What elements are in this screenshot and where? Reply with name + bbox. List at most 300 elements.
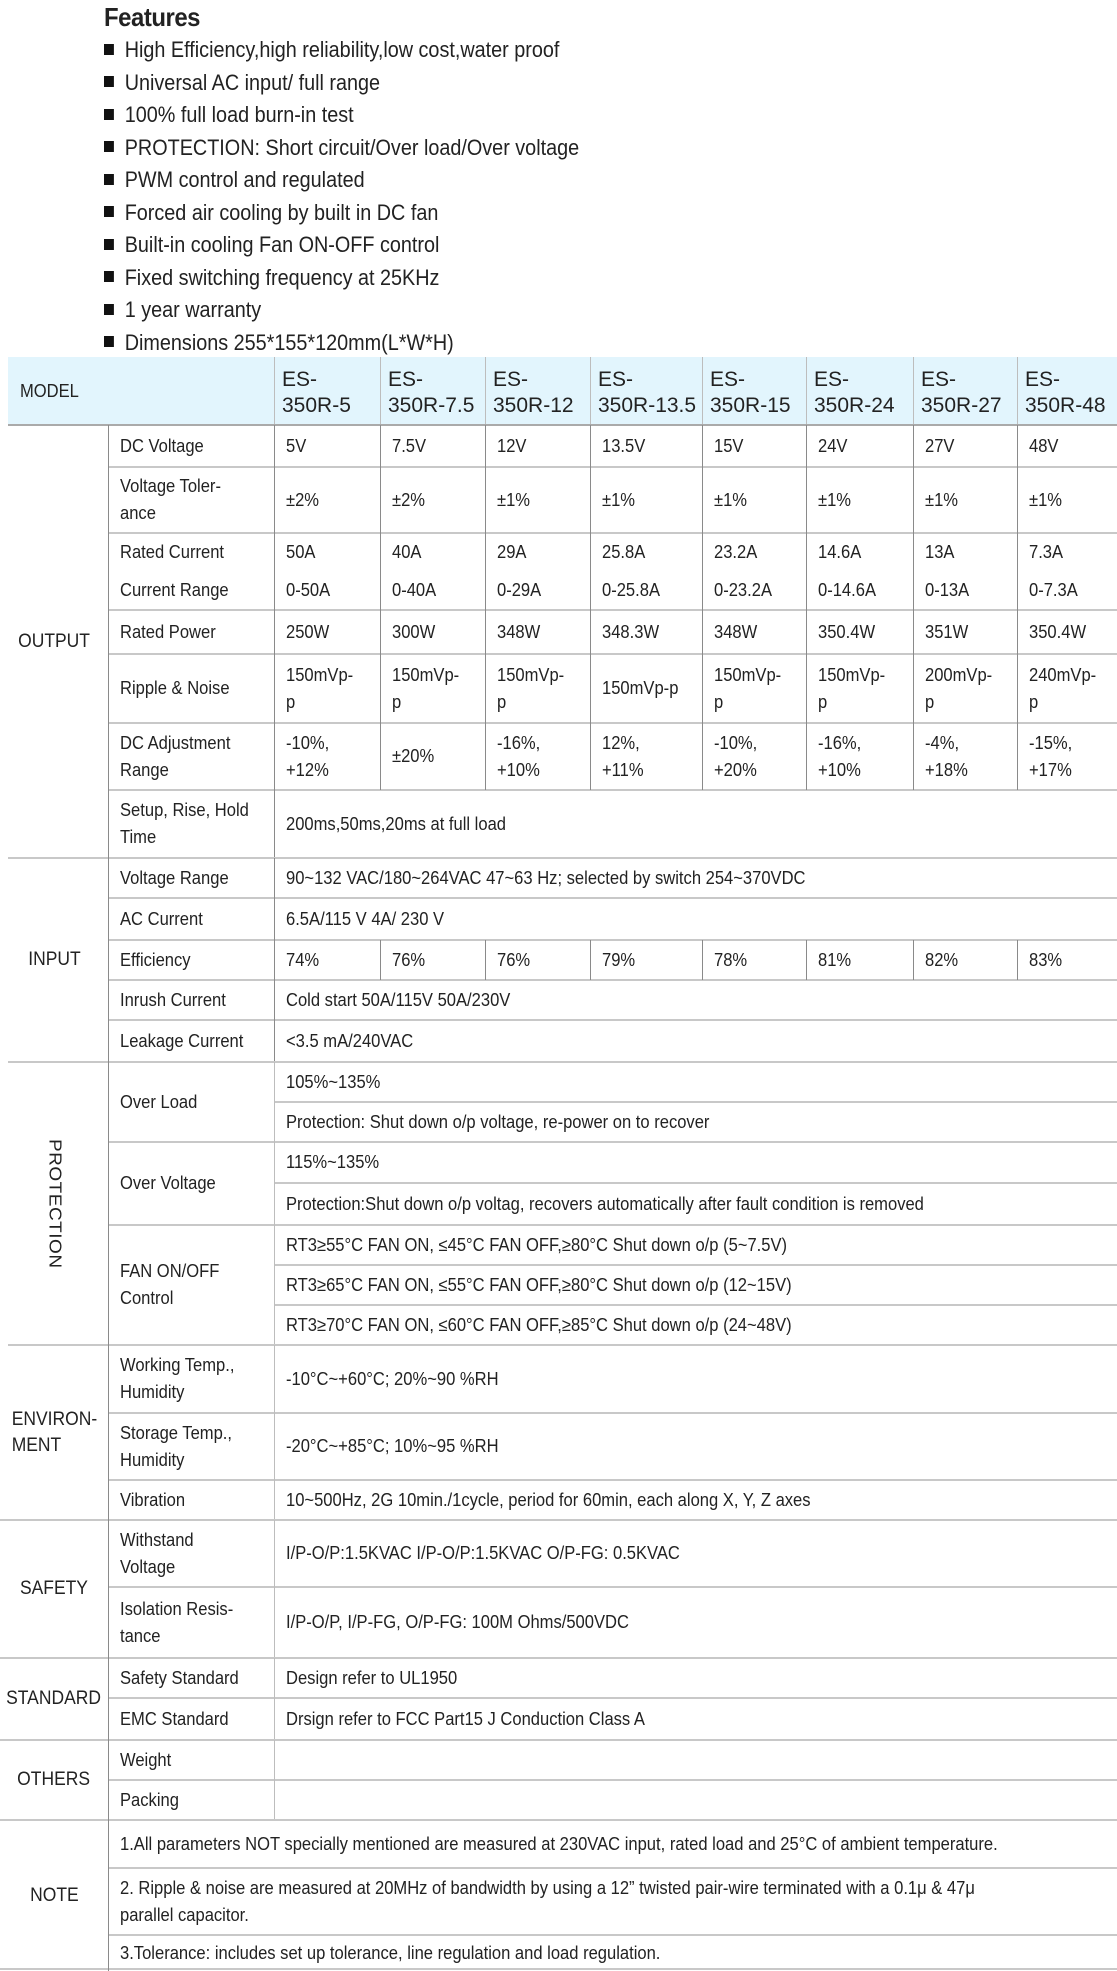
dc-adjustment-value-text: ±20% [392,746,435,766]
rated-current-value-text: 7.3A [1029,541,1064,562]
isolation-resistance-value [274,1587,1117,1658]
feature-text: PROTECTION: Short circuit/Over load/Over voltage [124,134,580,160]
column-divider [913,425,914,790]
group-input-label: INPUT [27,949,81,970]
fan-control-label [108,1225,274,1345]
ripple-noise-value-text: 150mVp-p [602,678,679,698]
fan-control-value [274,1305,1117,1345]
efficiency-value-text: 74% [286,949,320,970]
storage-temp-value-text: -20°C~+85°C; 10%~95 %RH [286,1436,499,1456]
working-temp-label-text: Working Temp., Humidity [120,1355,235,1402]
rated-power-value [590,610,702,654]
table-bottom-border [0,1968,1117,1970]
vibration-value [274,1480,1117,1520]
vibration-label-text: Vibration [120,1489,186,1510]
features-title: Features [104,2,201,32]
rated-current-label [108,533,274,571]
current-range-value-text: 0-29A [497,580,542,600]
row-divider [108,1412,1117,1414]
withstand-voltage-label-text: Withstand Voltage [120,1529,194,1577]
group-note-label: NOTE [29,1884,79,1906]
rated-power-value-text: 348.3W [602,621,660,642]
current-range-label [108,571,274,610]
column-divider [590,940,591,980]
group-note [0,1820,108,1971]
voltage-range-value [274,858,1117,898]
voltage-range-label [108,858,274,898]
efficiency-value [806,940,913,980]
over-load-label [108,1062,274,1142]
dc-voltage-value-text: 12V [497,435,527,456]
over-voltage-value-text: Protection:Shut down o/p voltag, recovers automatically after fault condition is removed [286,1193,924,1214]
voltage-tolerance-value-text: ±1% [818,489,852,510]
packing-label [108,1780,274,1820]
safety-standard-value [274,1658,1117,1698]
ripple-noise-label [108,654,274,723]
column-divider [380,940,381,980]
dc-voltage-label [108,425,274,467]
feature-text: Forced air cooling by built in DC fan [124,199,439,225]
row-divider [108,1934,1117,1936]
dc-voltage-value-text: 13.5V [602,435,646,456]
efficiency-value [1017,940,1117,980]
current-range-value [806,571,913,610]
isolation-resistance-value-text: I/P-O/P, I/P-FG, O/P-FG: 100M Ohms/500VDC [286,1612,629,1632]
voltage-tolerance-value [913,467,1017,533]
rated-power-value [702,610,806,654]
dc-voltage-value-text: 7.5V [392,435,427,456]
dc-adjustment-value-text: -15%, +17% [1029,732,1073,780]
ac-current-value-text: 6.5A/115 V 4A/ 230 V [286,908,445,929]
column-divider [108,425,109,1971]
rated-current-value-text: 23.2A [714,541,758,562]
efficiency-value-text: 82% [925,949,959,970]
voltage-tolerance-label [108,467,274,533]
column-divider [380,425,381,790]
column-divider [274,790,275,858]
current-range-value-text: 0-13A [925,580,970,600]
dc-voltage-value [913,425,1017,467]
over-load-value-text: Protection: Shut down o/p voltage, re-power on to recover [286,1111,710,1132]
row-divider [108,1697,1117,1699]
voltage-tolerance-value [702,467,806,533]
over-voltage-value-text: 115%~135% [286,1152,380,1172]
inrush-current-label-text: Inrush Current [120,989,226,1010]
rated-current-label-text: Rated Current [120,541,225,562]
dc-voltage-value [806,425,913,467]
column-divider [274,357,275,425]
rated-power-value-text: 348W [497,621,541,642]
row-divider [108,1479,1117,1481]
current-range-value-text: 0-25.8A [602,580,661,600]
efficiency-value-text: 76% [392,949,426,970]
model-header-label [8,357,268,425]
model-name-header-text: ES- 350R-24 [814,368,895,417]
inrush-current-value-text: Cold start 50A/115V 50A/230V [286,989,511,1010]
model-name-header [1017,357,1117,425]
efficiency-value [702,940,806,980]
over-voltage-label [108,1142,274,1225]
column-divider [590,425,591,790]
rated-current-value-text: 50A [286,541,316,562]
withstand-voltage-value [274,1520,1117,1587]
voltage-tolerance-value-text: ±1% [714,489,748,510]
rated-power-value-text: 351W [925,621,969,642]
note-item-text: 2. Ripple & noise are measured at 20MHz of bandwidth by using a 12” twisted pair-wire terminated with a 0.1μ & 47μ parallel capacitor. [120,1877,975,1925]
dc-adjustment-value [913,723,1017,790]
voltage-range-value-text: 90~132 VAC/180~264VAC 47~63 Hz; selected by switch 254~370VDC [286,867,806,888]
ripple-noise-value-text: 150mVp- p [497,664,565,712]
row-divider [108,532,1117,534]
group-output [0,425,108,858]
rated-current-value-text: 40A [392,541,422,562]
column-divider [274,1740,275,1820]
leakage-current-label-text: Leakage Current [120,1030,244,1051]
group-environment [0,1345,108,1520]
dc-adjustment-value [485,723,590,790]
column-divider [590,357,591,425]
row-divider [108,789,1117,791]
note-item-text: 1.All parameters NOT specially mentioned are measured at 230VAC input, rated load and 25°C of ambient temperature. [120,1833,998,1854]
weight-label-text: Weight [120,1749,172,1770]
over-load-value-text: 105%~135% [286,1071,381,1092]
column-divider [485,940,486,980]
voltage-range-label-text: Voltage Range [120,867,229,888]
rated-current-value [806,533,913,571]
note-item [108,1820,1117,1868]
column-divider [702,425,703,790]
row-divider [274,1264,1117,1266]
dc-voltage-value [1017,425,1117,467]
column-divider [274,1658,275,1740]
current-range-value-text: 0-7.3A [1029,580,1078,600]
ripple-noise-value-text: 150mVp- p [286,664,354,712]
column-divider [1017,940,1018,980]
dc-voltage-value-text: 15V [714,435,744,456]
withstand-voltage-label [108,1520,274,1587]
dc-adjustment-value-text: -4%, +18% [925,732,968,780]
working-temp-value [274,1345,1117,1413]
row-divider [108,1224,1117,1226]
emc-standard-value-text: Drsign refer to FCC Part15 J Conduction Class A [286,1708,645,1729]
dc-voltage-value [702,425,806,467]
dc-voltage-value-text: 27V [925,435,955,456]
over-voltage-label-text: Over Voltage [120,1173,216,1193]
note-item-text: 3.Tolerance: includes set up tolerance, line regulation and load regulation. [120,1942,661,1963]
feature-text: 1 year warranty [124,297,262,322]
rated-current-value [274,533,380,571]
isolation-resistance-label [108,1587,274,1658]
safety-standard-value-text: Design refer to UL1950 [286,1667,458,1688]
feature-text: Dimensions 255*155*120mm(L*W*H) [124,329,454,355]
fan-control-value-text: RT3≥65°C FAN ON, ≤55°C FAN OFF,≥80°C Shut down o/p (12~15V) [286,1274,792,1295]
rated-power-value [913,610,1017,654]
column-divider [702,940,703,980]
current-range-value [274,571,380,610]
voltage-tolerance-value-text: ±2% [392,489,426,510]
setup-rise-hold-value [274,790,1117,858]
dc-voltage-value-text: 24V [818,435,848,456]
group-output-label: OUTPUT [18,630,90,652]
voltage-tolerance-value [590,467,702,533]
model-name-header-text: ES- 350R-13.5 [598,368,697,417]
voltage-tolerance-value-text: ±2% [286,489,320,510]
row-divider [108,722,1117,724]
dc-voltage-value-text: 5V [286,435,307,456]
rated-power-value [274,610,380,654]
working-temp-value-text: -10°C~+60°C; 20%~90 %RH [286,1368,499,1389]
rated-power-value-text: 300W [392,621,436,642]
emc-standard-label-text: EMC Standard [120,1708,229,1729]
ac-current-label-text: AC Current [120,908,203,929]
storage-temp-value [274,1413,1117,1480]
model-name-header [590,357,702,425]
ripple-noise-value-text: 240mVp- p [1029,664,1097,712]
dc-adjustment-label [108,723,274,790]
over-load-value [274,1062,1117,1102]
column-divider [274,425,275,790]
voltage-tolerance-value [274,467,380,533]
column-divider [702,357,703,425]
setup-rise-hold-label [108,790,274,858]
rated-power-value [806,610,913,654]
model-name-header [702,357,806,425]
current-range-value [590,571,702,610]
model-name-header [913,357,1017,425]
dc-adjustment-value-text: 12%, +11% [602,732,644,780]
column-divider [274,858,275,1062]
weight-label [108,1740,274,1780]
column-divider [806,425,807,790]
rated-power-label [108,610,274,654]
group-safety [0,1520,108,1658]
rated-current-value-text: 29A [497,541,527,562]
ripple-noise-value-text: 150mVp- p [714,664,782,712]
voltage-tolerance-value [806,467,913,533]
ripple-noise-value [806,654,913,723]
dc-adjustment-value-text: -16%, +10% [497,732,541,780]
ripple-noise-value [274,654,380,723]
feature-text: Universal AC input/ full range [124,69,381,95]
voltage-tolerance-value [380,467,485,533]
current-range-value [485,571,590,610]
group-input [0,858,108,1062]
efficiency-value-text: 81% [818,949,852,970]
safety-standard-label [108,1658,274,1698]
feature-text: Fixed switching frequency at 25KHz [124,264,440,290]
feature-text: 100% full load burn-in test [124,102,354,127]
row-divider [108,1019,1117,1021]
group-protection [0,1062,108,1345]
ripple-noise-value [702,654,806,723]
column-divider [806,357,807,425]
rated-current-value [380,533,485,571]
over-voltage-value [274,1142,1117,1183]
withstand-voltage-value-text: I/P-O/P:1.5KVAC I/P-O/P:1.5KVAC O/P-FG: 0.5KVAC [286,1543,680,1563]
model-header-label-text: MODEL [20,380,79,401]
dc-voltage-value [274,425,380,467]
group-safety-label: SAFETY [20,1578,88,1599]
column-divider [1017,425,1018,790]
rated-current-value [913,533,1017,571]
ac-current-label [108,898,274,940]
voltage-tolerance-value-text: ±1% [1029,489,1063,510]
rated-current-value [590,533,702,571]
emc-standard-value [274,1698,1117,1740]
rated-power-value-text: 350.4W [1029,621,1087,642]
fan-control-value [274,1265,1117,1305]
efficiency-value [380,940,485,980]
model-name-header [274,357,380,425]
dc-adjustment-value-text: -10%, +20% [714,732,758,780]
ripple-noise-value [380,654,485,723]
group-protection-label: PROTECTION [44,1138,65,1269]
rated-power-value-text: 250W [286,621,330,642]
inrush-current-value [274,980,1117,1020]
model-name-header [380,357,485,425]
fan-control-value-text: RT3≥55°C FAN ON, ≤45°C FAN OFF,≥80°C Shut down o/p (5~7.5V) [286,1234,788,1255]
note-item [108,1935,1117,1971]
model-name-header-text: ES- 350R-5 [282,368,351,417]
rated-current-value-text: 14.6A [818,541,862,562]
fan-control-label-text: FAN ON/OFF Control [120,1261,220,1308]
efficiency-value-text: 76% [497,949,531,970]
column-divider [380,357,381,425]
rated-power-value [380,610,485,654]
ripple-noise-value [913,654,1017,723]
ripple-noise-value-text: 150mVp- p [392,664,460,712]
weight-value [274,1740,1117,1780]
storage-temp-label-text: Storage Temp., Humidity [120,1422,233,1470]
feature-text: High Efficiency,high reliability,low cost,water proof [124,37,560,62]
rated-power-value-text: 348W [714,621,758,642]
dc-adjustment-value [274,723,380,790]
column-divider [913,940,914,980]
column-divider [485,425,486,790]
rated-current-value-text: 25.8A [602,541,646,562]
current-range-value [1017,571,1117,610]
efficiency-value [590,940,702,980]
model-name-header-text: ES- 350R-7.5 [388,368,475,417]
row-divider [108,1867,1117,1869]
storage-temp-label [108,1413,274,1480]
packing-value [274,1780,1117,1820]
dc-adjustment-value [702,723,806,790]
group-environment-label: ENVIRON- MENT [11,1408,97,1456]
row-divider [274,1101,1117,1103]
ripple-noise-value-text: 200mVp- p [925,664,993,712]
column-divider [274,1062,275,1345]
safety-standard-label-text: Safety Standard [120,1667,239,1688]
over-voltage-value [274,1183,1117,1225]
group-standard-label: STANDARD [6,1688,102,1709]
rated-power-label-text: Rated Power [120,621,216,642]
row-divider [108,609,1117,611]
rated-current-value [702,533,806,571]
dc-voltage-label-text: DC Voltage [120,435,204,456]
rated-current-value [485,533,590,571]
dc-voltage-value [485,425,590,467]
group-others-label: OTHERS [17,1769,91,1790]
ripple-noise-value [1017,654,1117,723]
dc-adjustment-value [806,723,913,790]
model-name-header-text: ES- 350R-15 [710,368,791,417]
row-divider [108,466,1117,468]
row-divider [108,1141,1117,1143]
rated-power-value-text: 350.4W [818,621,876,642]
column-divider [274,1520,275,1658]
voltage-tolerance-value-text: ±1% [497,489,531,510]
voltage-tolerance-label-text: Voltage Toler- ance [120,476,221,523]
row-divider [108,1586,1117,1588]
current-range-label-text: Current Range [120,580,229,600]
note-item [108,1868,1117,1935]
efficiency-value-text: 83% [1029,949,1063,970]
feature-text: Built-in cooling Fan ON-OFF control [124,232,440,257]
row-divider [108,653,1117,655]
efficiency-value [913,940,1017,980]
current-range-value [913,571,1017,610]
ripple-noise-value [485,654,590,723]
efficiency-value-text: 78% [714,949,748,970]
packing-label-text: Packing [120,1789,179,1810]
efficiency-value [274,940,380,980]
model-name-header [806,357,913,425]
voltage-tolerance-value [485,467,590,533]
current-range-value-text: 0-40A [392,580,437,600]
dc-adjustment-value-text: -10%, +12% [286,732,330,780]
efficiency-label [108,940,274,980]
dc-adjustment-label-text: DC Adjustment Range [120,732,231,780]
column-divider [913,357,914,425]
isolation-resistance-label-text: Isolation Resis- tance [120,1598,234,1646]
inrush-current-label [108,980,274,1020]
voltage-tolerance-value [1017,467,1117,533]
dc-voltage-value-text: 48V [1029,435,1059,456]
fan-control-value-text: RT3≥70°C FAN ON, ≤60°C FAN OFF,≥85°C Shut down o/p (24~48V) [286,1314,792,1335]
dc-adjustment-value [590,723,702,790]
voltage-tolerance-value-text: ±1% [602,489,636,510]
leakage-current-value-text: <3.5 mA/240VAC [286,1030,414,1051]
dc-voltage-value [380,425,485,467]
column-divider [274,1345,275,1520]
vibration-value-text: 10~500Hz, 2G 10min./1cycle, period for 60min, each along X, Y, Z axes [286,1489,811,1510]
row-divider [108,1779,1117,1781]
over-load-label-text: Over Load [120,1091,198,1112]
working-temp-label [108,1345,274,1413]
feature-text: PWM control and regulated [124,167,365,192]
ripple-noise-label-text: Ripple & Noise [120,678,230,698]
ripple-noise-value [590,654,702,723]
rated-current-value-text: 13A [925,541,955,562]
ripple-noise-value-text: 150mVp- p [818,664,886,712]
efficiency-value-text: 79% [602,949,636,970]
leakage-current-label [108,1020,274,1062]
row-divider [108,979,1117,981]
emc-standard-label [108,1698,274,1740]
rated-power-value [1017,610,1117,654]
dc-adjustment-value-text: -16%, +10% [818,732,862,780]
group-standard [0,1658,108,1740]
row-divider [108,939,1117,941]
header-bottom-border [8,424,1117,426]
group-others [0,1740,108,1820]
efficiency-label-text: Efficiency [120,949,191,970]
row-divider [274,1182,1117,1184]
model-name-header-text: ES- 350R-12 [493,368,574,417]
ac-current-value [274,898,1117,940]
over-load-value [274,1102,1117,1142]
